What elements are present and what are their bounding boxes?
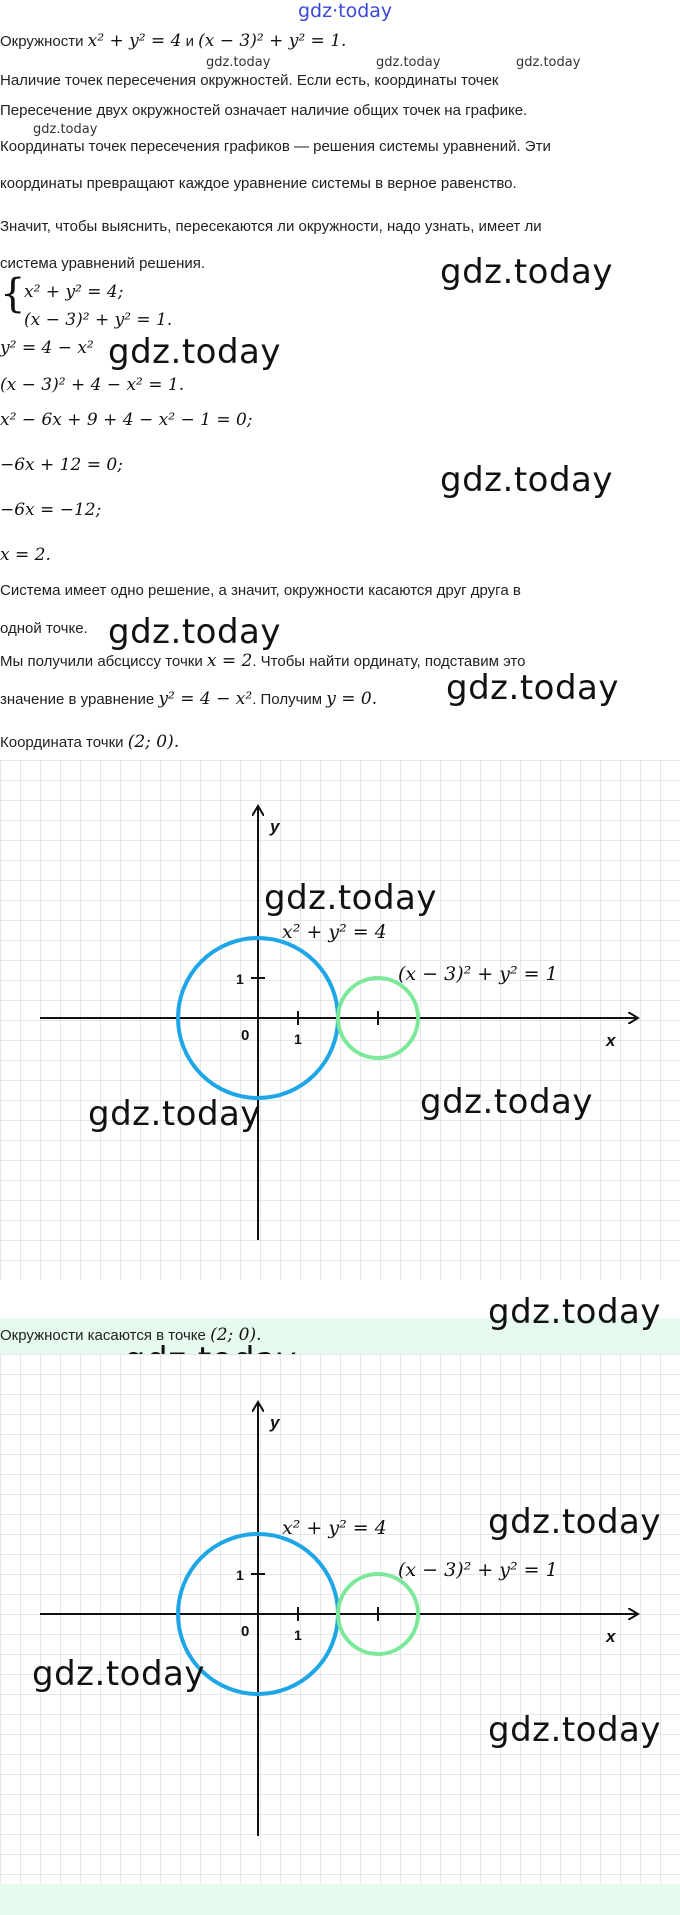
text-fragment: Мы получили абсциссу точки (0, 653, 203, 670)
x-tick-label: 1 (294, 1627, 302, 1643)
math-fragment: (2; 0). (210, 1325, 262, 1345)
graph-2 (0, 1354, 680, 1884)
watermark-small: gdz.today (516, 55, 581, 70)
solution-step: −6x = −12; (0, 500, 102, 520)
watermark: gdz.today (488, 1502, 661, 1542)
system-brace: { (0, 271, 26, 317)
text-line: Значит, чтобы выяснить, пересекаются ли окружности, надо узнать, имеет ли (0, 218, 542, 235)
watermark: gdz.today (264, 878, 437, 918)
text-fragment: Координата точки (0, 734, 124, 751)
watermark: gdz.today (88, 1094, 261, 1134)
solution-step: (x − 3)² + 4 − x² = 1. (0, 375, 185, 395)
x-axis-label: x (606, 1031, 616, 1050)
graph-1 (0, 760, 680, 1280)
text-line: координаты превращают каждое уравнение системы в верное равенство. (0, 175, 517, 192)
bottom-band (0, 1884, 680, 1915)
math-fragment: x = 2 (206, 651, 253, 671)
text-line: одной точке. (0, 620, 88, 637)
circle-1-label: x² + y² = 4 (282, 921, 387, 943)
graph-1-svg (0, 760, 680, 1280)
y-tick-label: 1 (236, 971, 244, 987)
watermark: gdz.today (446, 668, 619, 708)
watermark: gdz.today (108, 332, 281, 372)
text-fragment: Окружности касаются в точке (0, 1327, 206, 1344)
equation-circle-1: x² + y² = 4 (87, 31, 182, 51)
solution-step: x² − 6x + 9 + 4 − x² − 1 = 0; (0, 410, 253, 430)
text-line: Система имеет одно решение, а значит, окружности касаются друг друга в (0, 582, 521, 599)
equation-circle-2: (x − 3)² + y² = 1. (198, 31, 347, 51)
solution-step: −6x + 12 = 0; (0, 455, 123, 475)
solution-step: y² = 4 − x² (0, 338, 94, 358)
watermark-top: gdz·today (298, 0, 393, 22)
watermark-small: gdz.today (33, 122, 98, 137)
text-fragment: значение в уравнение (0, 691, 155, 708)
math-fragment: y = 0. (326, 689, 378, 709)
y-axis-label: y (270, 1413, 280, 1432)
circle-2-label: (x − 3)² + y² = 1 (398, 963, 558, 985)
text-line: система уравнений решения. (0, 255, 206, 272)
and-word: и (185, 33, 194, 50)
x-axis-label: x (606, 1627, 616, 1646)
watermark: gdz.today (488, 1710, 661, 1750)
task-heading: Наличие точек пересечения окружностей. Если есть, координаты точек (0, 72, 499, 89)
math-fragment: y² = 4 − x² (158, 689, 253, 709)
text-line: Координаты точек пересечения графиков — решения системы уравнений. Эти (0, 138, 551, 155)
watermark: gdz.today (420, 1082, 593, 1122)
circle-2-label: (x − 3)² + y² = 1 (398, 1559, 558, 1581)
problem-statement (0, 32, 346, 51)
text-line (0, 733, 179, 752)
math-fragment: (2; 0). (127, 732, 180, 752)
watermark: gdz.today (488, 1292, 661, 1332)
system-eq-2: (x − 3)² + y² = 1. (24, 310, 173, 330)
origin-label: 0 (241, 1027, 250, 1044)
circles-prefix: Окружности (0, 33, 84, 50)
watermark-small: gdz.today (376, 55, 441, 70)
circle-1-label: x² + y² = 4 (282, 1517, 387, 1539)
watermark: gdz.today (440, 460, 613, 500)
text-line (0, 690, 377, 709)
y-tick-label: 1 (236, 1567, 244, 1583)
solution-step: x = 2. (0, 545, 51, 565)
x-tick-label: 1 (294, 1031, 302, 1047)
system-eq-1: x² + y² = 4; (24, 282, 124, 302)
text-fragment: . Чтобы найти ординату, подставим это (252, 653, 526, 670)
origin-label: 0 (241, 1623, 250, 1640)
watermark: gdz.today (440, 252, 613, 292)
watermark: gdz.today (32, 1654, 205, 1694)
y-axis-label: y (270, 817, 280, 836)
text-fragment: . Получим (252, 691, 323, 708)
graph-2-svg (0, 1354, 680, 1884)
text-line: Пересечение двух окружностей означает наличие общих точек на графике. (0, 102, 528, 119)
watermark-small: gdz.today (206, 55, 271, 70)
watermark: gdz.today (108, 612, 281, 652)
